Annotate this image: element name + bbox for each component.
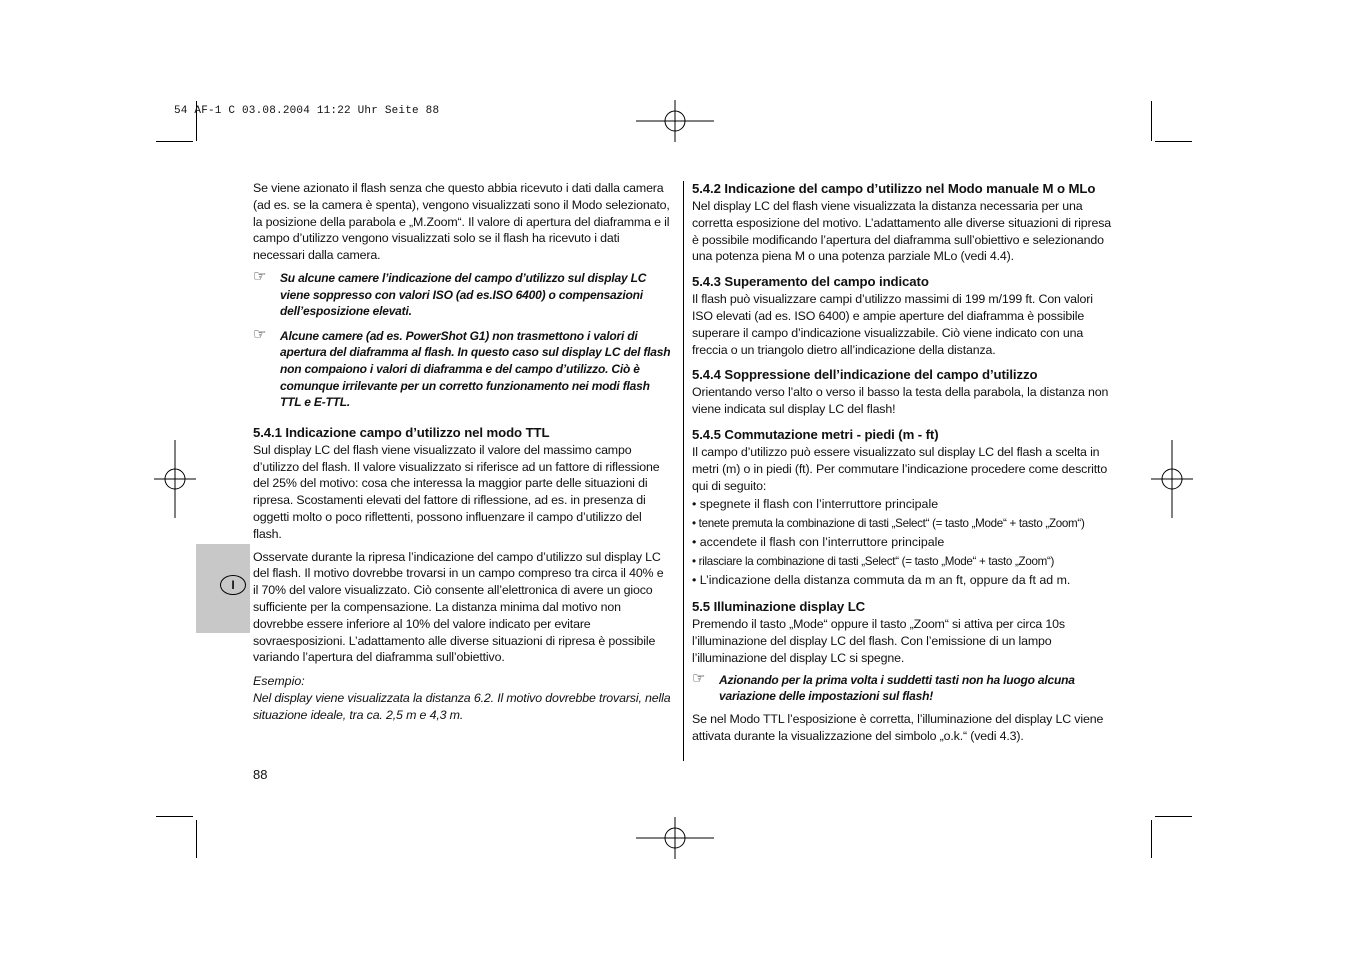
- note-text: Alcune camere (ad es. PowerShot G1) non trasmettono i valori di apertura del diaframma al flash. In questo caso sul display LC del flash non compaiono i valori di diaframma e del campo d’utilizzo. Ciò è comunque irrilevante per un corretto funzionamento nei modi flash TTL e E-TTL.: [280, 328, 671, 410]
- section-heading-5-5: 5.5 Illuminazione display LC: [692, 599, 866, 615]
- section-heading-5-4-2: 5.4.2 Indicazione del campo d’utilizzo nel Modo manuale M o MLo: [692, 181, 1096, 196]
- crop-mark: [1155, 816, 1192, 817]
- crop-mark: [1151, 101, 1152, 141]
- section-heading-5-4-3: 5.4.3 Superamento del campo indicato: [692, 274, 929, 290]
- crop-mark: [1151, 820, 1152, 858]
- language-tab-label: [220, 575, 246, 595]
- paragraph: Nel display LC del flash viene visualizzata la distanza necessaria per una corretta esposizione del motivo. L’adattamento alle diverse situazioni di ripresa è possibile modificando l’apertura del diaframma sull’obiettivo e selezionando una potenza piena M o una potenza parziale MLo (vedi 4.4).: [692, 199, 1111, 264]
- crop-mark: [1155, 141, 1192, 142]
- note-text: Azionando per la prima volta i suddetti tasti non ha luogo alcuna variazione delle impostazioni sul flash!: [719, 672, 1075, 704]
- pointing-hand-icon: ☞: [253, 267, 267, 285]
- note: [692, 669, 1112, 705]
- paragraph: Osservate durante la ripresa l’indicazione del campo d’utilizzo sul display LC del flash. Il motivo dovrebbe trovarsi in un campo compreso tra circa il 40% e il 70% del valore visualizzato. Ciò consente all’elettronica di avere un gioco sufficiente per la compensazione. La distanza minima dal motivo non dovrebbe essere inferiore al 10% del valore indicato per evitare sovraesposizioni. L’adattamento alle diverse situazioni di ripresa è possibile variando l’apertura del diaframma sull’obiettivo.: [253, 549, 664, 665]
- paragraph: Sul display LC del flash viene visualizzato il valore del massimo campo d’utilizzo del flash. Il valore visualizzato si riferisce ad un fattore di riflessione del 25% del motivo: cosa che interessa la maggior parte delle situazioni di ripresa. Scostamenti elevati del fattore di riflessione, ad es. in presenza di oggetti molto o poco riflettenti, possono influenzare il campo d’utilizzo del flash.: [253, 442, 660, 541]
- paragraph: Il campo d’utilizzo può essere visualizzato sul display LC del flash a scelta in metri (m) o in piedi (ft). Per commutare l’indicazione procedere come descritto qui di seguito:: [692, 444, 1108, 493]
- right-column: [692, 180, 1112, 745]
- section-heading-5-4-5: 5.4.5 Commutazione metri - piedi (m - ft): [692, 426, 939, 442]
- section-heading-5-4-4: 5.4.4 Soppressione dell’indicazione del campo d’utilizzo: [692, 367, 1038, 383]
- registration-mark-left: [154, 440, 196, 518]
- column-divider: [683, 181, 684, 761]
- registration-mark-bottom: [636, 817, 714, 859]
- paragraph: Premendo il tasto „Mode“ oppure il tasto „Zoom“ si attiva per circa 10s l’illuminazione del display LC del flash. Con l’emissione di un lampo l’illuminazione del display LC si spegne.: [692, 617, 1065, 665]
- example-text: Nel display viene visualizzata la distanza 6.2. Il motivo dovrebbe trovarsi, nella situazione ideale, tra ca. 2,5 m e 4,3 m.: [253, 690, 671, 722]
- list-item: • L’indicazione della distanza commuta da m an ft, oppure da ft ad m.: [692, 573, 1071, 588]
- list-item: • spegnete il flash con l’interruttore principale: [692, 497, 939, 512]
- paragraph: Il flash può visualizzare campi d’utilizzo massimi di 199 m/199 ft. Con valori ISO elevati (ad es. ISO 6400) e ampie aperture del diaframma è possibile superare il campo d’indicazione visualizzabile. Ciò viene indicato con una freccia o un triangolo dietro all’indicazione della distanza.: [692, 292, 1093, 357]
- bullet-list: [692, 495, 1112, 590]
- list-item: • tenete premuta la combinazione di tasti „Select“ (= tasto „Mode“ + tasto „Zoom“): [692, 517, 1085, 531]
- print-slug: 54 AF-1 C 03.08.2004 11:22 Uhr Seite 88: [174, 105, 440, 117]
- crop-mark: [156, 816, 193, 817]
- intro-paragraph: Se viene azionato il flash senza che questo abbia ricevuto i dati dalla camera (ad es. se la camera è spenta), vengono visualizzati sono il Modo selezionato, la posizione della parabola e „M.Zoom“. Il valore di apertura del diaframma e il campo d’utilizzo vengono visualizzati solo se il flash ha ricevuto i dati necessari dalla camera.: [253, 181, 670, 263]
- list-item: • rilasciare la combinazione di tasti „Select“ (= tasto „Mode“ + tasto „Zoom“): [692, 555, 1055, 569]
- note: [253, 325, 671, 411]
- registration-mark-right: [1151, 440, 1193, 518]
- section-heading-5-4-1: 5.4.1 Indicazione campo d’utilizzo nel modo TTL: [253, 424, 550, 440]
- left-column: [253, 180, 671, 723]
- note: [253, 267, 671, 320]
- page-number: 88: [253, 767, 268, 782]
- language-code: I: [231, 578, 235, 592]
- pointing-hand-icon: ☞: [692, 669, 706, 687]
- pointing-hand-icon: ☞: [253, 325, 267, 343]
- crop-mark: [196, 820, 197, 858]
- example-label: Esempio:: [253, 674, 305, 689]
- paragraph: Se nel Modo TTL l’esposizione è corretta, l’illuminazione del display LC viene attivata durante la visualizzazione del simbolo „o.k.“ (vedi 4.3).: [692, 711, 1104, 743]
- note-text: Su alcune camere l’indicazione del campo d’utilizzo sul display LC viene soppresso con valori ISO (ad es.ISO 6400) o compensazioni dell’esposizione elevati.: [280, 270, 647, 319]
- list-item: • accendete il flash con l’interruttore principale: [692, 535, 945, 550]
- paragraph: Orientando verso l’alto o verso il basso la testa della parabola, la distanza non viene indicata sul display LC del flash!: [692, 385, 1109, 417]
- crop-mark: [156, 141, 193, 142]
- registration-mark-top: [636, 100, 714, 142]
